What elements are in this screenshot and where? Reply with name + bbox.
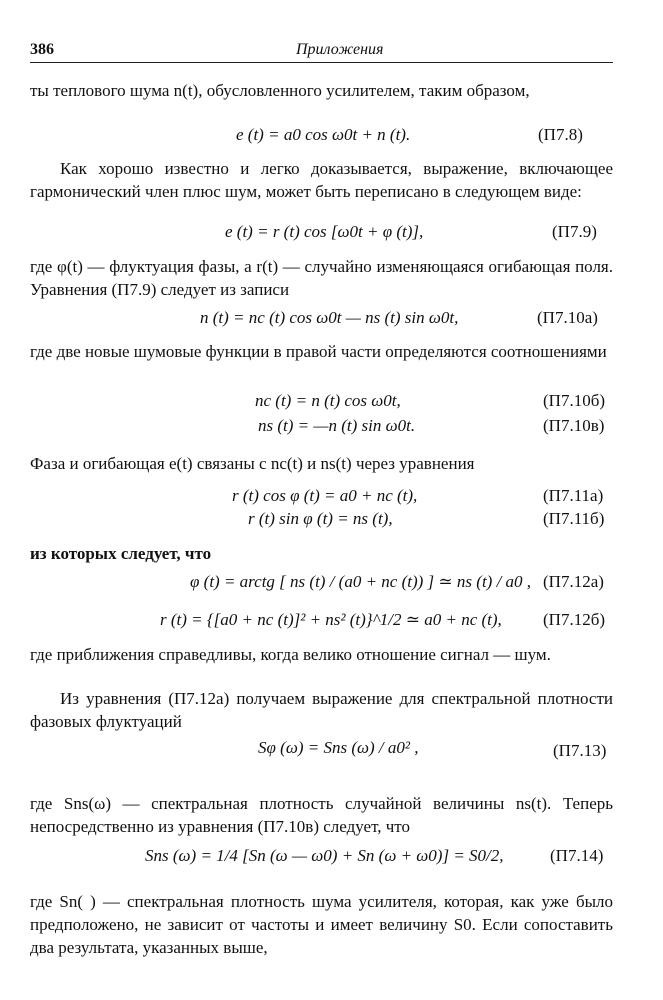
equation-p7-9: e (t) = r (t) cos [ω0t + φ (t)], <box>225 222 424 241</box>
equation-label: (П7.10а) <box>537 308 598 327</box>
paragraph-6: из которых следует, что <box>30 544 212 563</box>
paragraph-9: где Sns(ω) — спектральная плотность случайной величины ns(t). Теперь непосредственно из уравнения (П7.10в) следует, что <box>30 794 613 836</box>
header-rule <box>30 62 613 63</box>
paragraph-4: где две новые шумовые функции в правой части определяются соотношениями <box>30 342 607 361</box>
paragraph-8: Из уравнения (П7.12а) получаем выражение для спектральной плотности фазовых флуктуаций <box>30 689 613 731</box>
equation-label: (П7.10б) <box>543 391 605 410</box>
page-number: 386 <box>30 41 54 58</box>
equation-label: (П7.12а) <box>543 572 604 591</box>
equation-label: (П7.14) <box>550 846 604 865</box>
paragraph-7: где приближения справедливы, когда велико отношение сигнал — шум. <box>30 645 551 664</box>
equation-label: (П7.11а) <box>543 486 604 505</box>
running-header: Приложения <box>296 41 384 58</box>
equation-p7-12b: r (t) = {[a0 + nc (t)]² + ns² (t)}^1/2 ≃ a0 + nc (t), <box>160 610 502 629</box>
paragraph-10: где Sn( ) — спектральная плотность шума усилителя, которая, как уже было предположено, не зависит от частоты и имеет величину S0. Если сопоставить два результата, указанных выше, <box>30 892 613 957</box>
paragraph-1: ты теплового шума n(t), обусловленного усилителем, таким образом, <box>30 81 530 100</box>
equation-label: (П7.11б) <box>543 509 605 528</box>
equation-p7-13: Sφ (ω) = Sns (ω) / a0² , <box>258 738 419 757</box>
equation-p7-11a: r (t) cos φ (t) = a0 + nc (t), <box>232 486 418 505</box>
equation-p7-10a: n (t) = nc (t) cos ω0t — ns (t) sin ω0t, <box>200 308 459 327</box>
equation-label: (П7.9) <box>552 222 597 241</box>
paragraph-2: Как хорошо известно и легко доказывается, выражение, включающее гармонический член плюс шум, может быть переписано в следующем виде: <box>30 159 613 201</box>
paragraph-3: где φ(t) — флуктуация фазы, а r(t) — случайно изменяющаяся огибающая поля. Уравнения (П7.9) следует из записи <box>30 257 613 299</box>
equation-p7-12a: φ (t) = arctg [ ns (t) / (a0 + nc (t)) ] ≃ ns (t) / a0 , <box>190 572 532 591</box>
equation-label: (П7.8) <box>538 125 583 144</box>
equation-p7-10v: ns (t) = —n (t) sin ω0t. <box>258 416 416 435</box>
equation-label: (П7.13) <box>553 741 607 760</box>
equation-p7-8: e (t) = a0 cos ω0t + n (t). <box>236 125 411 144</box>
equation-p7-10b: nc (t) = n (t) cos ω0t, <box>255 391 401 410</box>
equation-p7-11b: r (t) sin φ (t) = ns (t), <box>248 509 393 528</box>
paragraph-5: Фаза и огибающая e(t) связаны с nc(t) и ns(t) через уравнения <box>30 454 475 473</box>
equation-label: (П7.10в) <box>543 416 605 435</box>
equation-label: (П7.12б) <box>543 610 605 629</box>
equation-p7-14: Sns (ω) = 1/4 [Sn (ω — ω0) + Sn (ω + ω0)] = S0/2, <box>145 846 504 865</box>
